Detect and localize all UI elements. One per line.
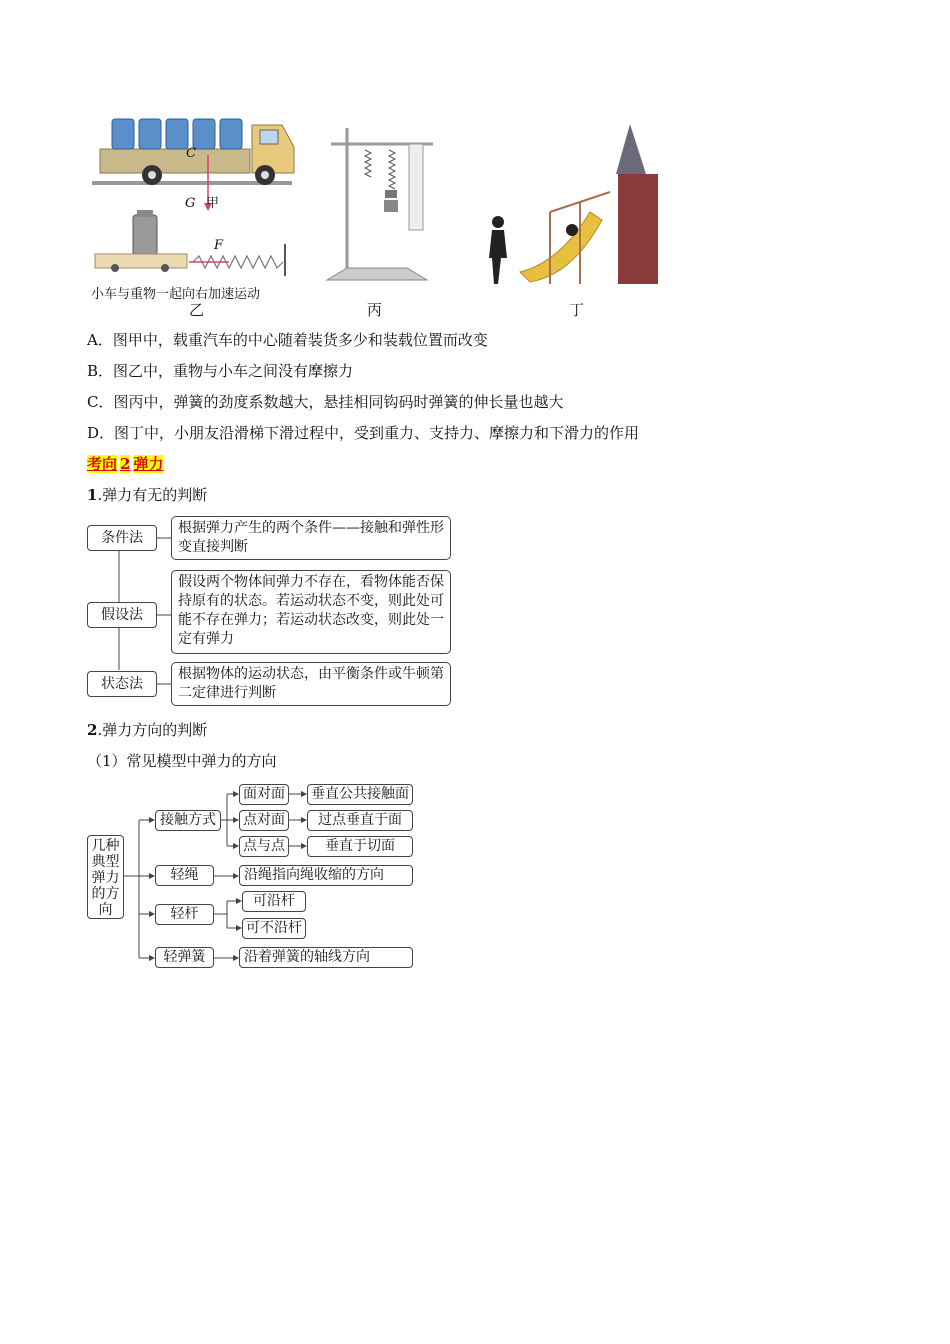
spring-stand-illustration bbox=[325, 120, 435, 282]
tree-rod-opt-2: 可不沿杆 bbox=[242, 918, 306, 939]
section-heading-part1: 考向 bbox=[87, 455, 118, 473]
jia-label: 甲 bbox=[206, 196, 220, 211]
truck-g-label: G bbox=[185, 196, 196, 211]
option-a-letter: A． bbox=[87, 331, 113, 349]
tree-rope-label: 轻绳 bbox=[155, 865, 214, 886]
tree-root: 几种典型弹力的方向 bbox=[87, 835, 124, 919]
subsection-1-text: .弹力有无的判断 bbox=[97, 486, 208, 504]
option-d-text: 图丁中，小朋友沿滑梯下滑过程中，受到重力、支持力、摩擦力和下滑力的作用 bbox=[114, 424, 640, 442]
method-condition-label: 条件法 bbox=[87, 525, 157, 551]
option-b-text: 图乙中，重物与小车之间没有摩擦力 bbox=[113, 362, 354, 380]
method-assumption-desc: 假设两个物体间弹力不存在，看物体能否保持原有的状态。若运动状态不变，则此处可能不存在弹力；若运动状态改变，则此处一定有弹力 bbox=[171, 570, 451, 654]
method-assumption-label: 假设法 bbox=[87, 602, 157, 628]
tree-contact-type-3: 点与点 bbox=[239, 836, 289, 857]
option-b bbox=[87, 361, 353, 381]
tree-contact-dir-3: 垂直于切面 bbox=[307, 836, 413, 857]
subsection-1-num: 1 bbox=[87, 486, 98, 504]
bing-label: 丙 bbox=[367, 301, 383, 319]
cart-caption: 小车与重物一起向右加速运动 bbox=[91, 287, 261, 302]
option-d-letter: D． bbox=[87, 424, 115, 442]
yi-label: 乙 bbox=[189, 301, 205, 319]
subsection-2-1-title: （1）常见模型中弹力的方向 bbox=[87, 752, 277, 770]
methods-diagram bbox=[87, 516, 457, 706]
ding-label: 丁 bbox=[569, 301, 585, 319]
option-c-text: 图丙中，弹簧的劲度系数越大，悬挂相同钩码时弹簧的伸长量也越大 bbox=[113, 393, 564, 411]
section-heading bbox=[87, 454, 163, 474]
method-state-desc: 根据物体的运动状态，由平衡条件或牛顿第二定律进行判断 bbox=[171, 662, 451, 706]
tree-rod-opt-1: 可沿杆 bbox=[242, 891, 306, 912]
option-a bbox=[87, 330, 488, 350]
method-condition-desc: 根据弹力产生的两个条件——接触和弹性形变直接判断 bbox=[171, 516, 451, 560]
tree-spring-label: 轻弹簧 bbox=[155, 947, 214, 968]
slide-illustration bbox=[480, 122, 665, 292]
tree-contact-dir-1: 垂直公共接触面 bbox=[307, 784, 413, 805]
subsection-2-title bbox=[87, 720, 207, 740]
option-d bbox=[87, 423, 639, 443]
force-direction-tree bbox=[87, 780, 417, 970]
figure-area bbox=[85, 110, 685, 325]
subsection-1-title bbox=[87, 485, 207, 505]
cart-illustration bbox=[93, 210, 293, 280]
tree-contact-label: 接触方式 bbox=[155, 810, 221, 831]
tree-contact-type-1: 面对面 bbox=[239, 784, 289, 805]
section-heading-part2: 弹力 bbox=[133, 455, 164, 473]
truck-illustration bbox=[90, 115, 305, 225]
tree-contact-type-2: 点对面 bbox=[239, 810, 289, 831]
subsection-2-text: .弹力方向的判断 bbox=[97, 721, 208, 739]
tree-contact-dir-2: 过点垂直于面 bbox=[307, 810, 413, 831]
subsection-2-num: 2 bbox=[87, 721, 98, 739]
truck-c-label: C bbox=[186, 146, 196, 161]
section-heading-num: 2 bbox=[120, 455, 131, 473]
option-a-text: 图甲中，载重汽车的中心随着装货多少和装载位置而改变 bbox=[112, 331, 488, 349]
option-c-letter: C． bbox=[87, 393, 114, 411]
tree-rod-label: 轻杆 bbox=[155, 904, 214, 925]
method-state-label: 状态法 bbox=[87, 671, 157, 697]
tree-rope-dir: 沿绳指向绳收缩的方向 bbox=[239, 865, 413, 886]
tree-spring-dir: 沿着弹簧的轴线方向 bbox=[239, 947, 413, 968]
cart-f-label: F bbox=[214, 238, 224, 253]
option-b-letter: B． bbox=[87, 362, 114, 380]
option-c bbox=[87, 392, 564, 412]
